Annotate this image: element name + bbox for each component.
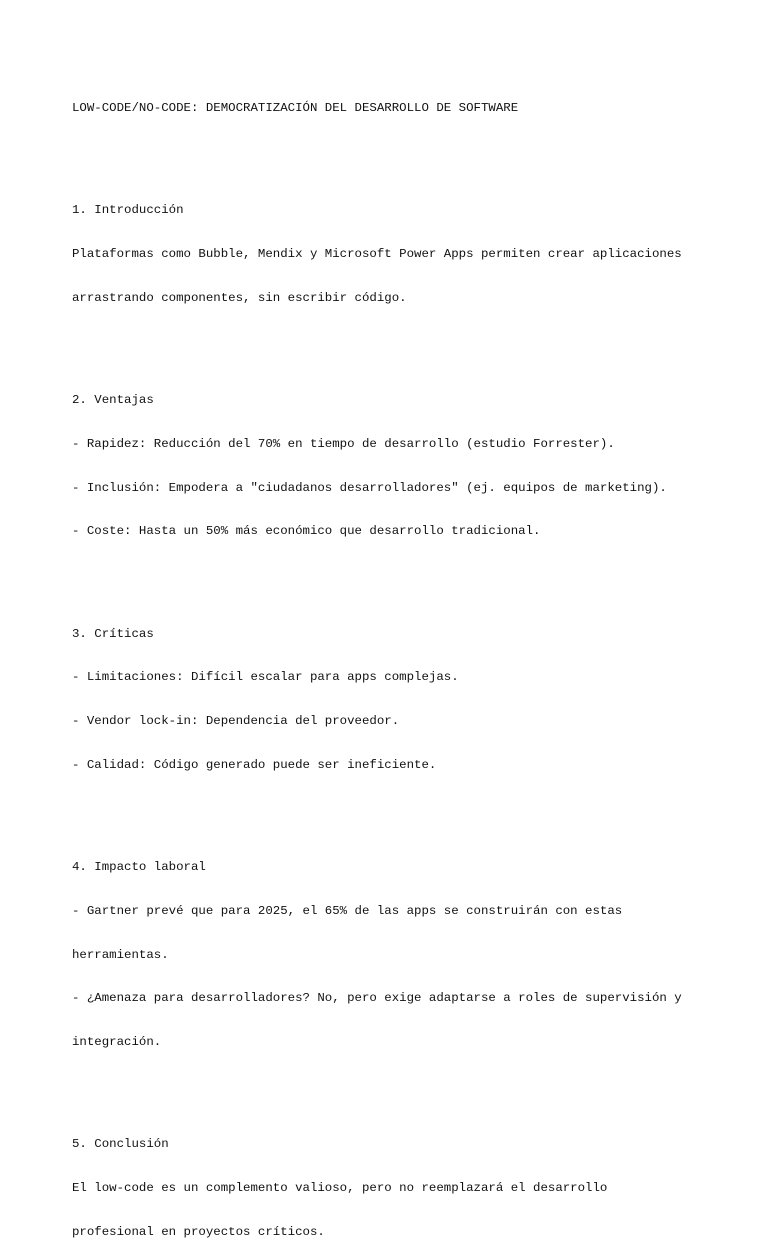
document-body xyxy=(72,72,712,1254)
section-heading-ventajas: 2. Ventajas xyxy=(72,393,154,408)
paragraph-line: Plataformas como Bubble, Mendix y Microsoft Power Apps permiten crear aplicaciones xyxy=(72,247,682,262)
blank-line xyxy=(72,568,712,583)
blank-line xyxy=(72,145,712,160)
bullet-line: - Limitaciones: Difícil escalar para apps complejas. xyxy=(72,670,459,685)
paragraph-line: profesional en proyectos críticos. xyxy=(72,1224,325,1239)
section-heading-criticas: 3. Críticas xyxy=(72,626,154,641)
bullet-line: - Coste: Hasta un 50% más económico que desarrollo tradicional. xyxy=(72,524,541,539)
bullet-line: - Calidad: Código generado puede ser ineficiente. xyxy=(72,757,437,772)
blank-line xyxy=(72,1079,712,1094)
section-heading-impacto-laboral: 4. Impacto laboral xyxy=(72,860,206,875)
bullet-line: - Vendor lock-in: Dependencia del proveedor. xyxy=(72,714,400,729)
blank-line xyxy=(72,335,712,350)
bullet-line: - Rapidez: Reducción del 70% en tiempo de desarrollo (estudio Forrester). xyxy=(72,436,615,451)
blank-line xyxy=(72,802,712,817)
document-title: LOW-CODE/NO-CODE: DEMOCRATIZACIÓN DEL DESARROLLO DE SOFTWARE xyxy=(72,101,519,116)
bullet-line: - Inclusión: Empodera a "ciudadanos desarrolladores" (ej. equipos de marketing). xyxy=(72,480,667,495)
bullet-line: herramientas. xyxy=(72,947,169,962)
bullet-line: - Gartner prevé que para 2025, el 65% de las apps se construirán con estas xyxy=(72,903,623,918)
paragraph-line: El low-code es un complemento valioso, pero no reemplazará el desarrollo xyxy=(72,1181,608,1196)
paragraph-line: arrastrando componentes, sin escribir código. xyxy=(72,290,407,305)
section-heading-introduccion: 1. Introducción xyxy=(72,203,184,218)
bullet-line: - ¿Amenaza para desarrolladores? No, pero exige adaptarse a roles de supervisión y xyxy=(72,991,682,1006)
section-heading-conclusion: 5. Conclusión xyxy=(72,1137,169,1152)
bullet-line: integración. xyxy=(72,1035,162,1050)
